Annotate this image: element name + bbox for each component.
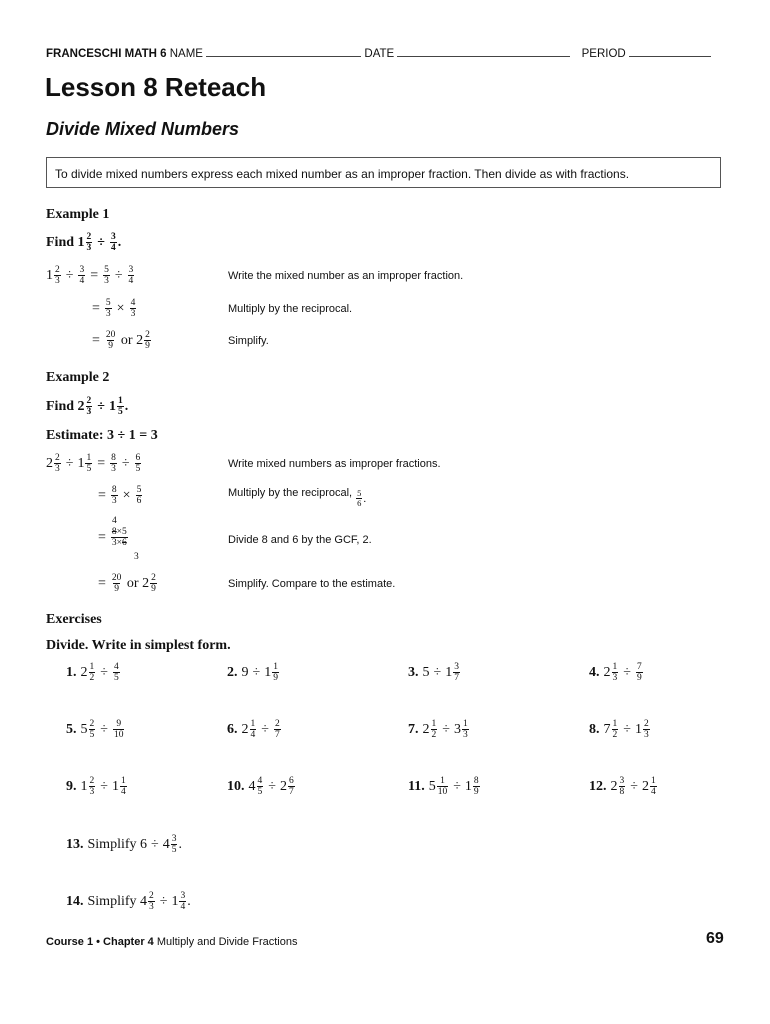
- exercise-9: [66, 776, 128, 797]
- exercise-5: [66, 719, 125, 740]
- divide-sign: ÷: [252, 664, 261, 680]
- example2-step4-math: = $\frac{20}{9}$ or 2 2 9: [98, 573, 156, 594]
- divide-sign: ÷: [100, 664, 108, 680]
- whole-2: 3: [453, 721, 461, 737]
- exercise-1: [66, 662, 121, 683]
- whole-2: 1: [445, 664, 453, 680]
- whole-1: 5: [428, 778, 436, 794]
- footer-course: Course 1 • Chapter 4: [46, 936, 154, 948]
- intro-text: To divide mixed numbers express each mixed number as an improper fraction. Then divide as with fractions.: [55, 167, 630, 181]
- divide-sign: ÷: [261, 721, 269, 737]
- page-number: 69: [706, 930, 724, 947]
- exercise-number: 13.: [66, 836, 84, 852]
- exercise-number: 3.: [408, 664, 419, 680]
- fraction: $\frac{1}{2}$: [89, 662, 95, 683]
- exercise-12: [589, 776, 658, 797]
- exercise-8: [589, 719, 651, 740]
- fraction: 2 3: [643, 719, 649, 740]
- divide-sign: ÷: [623, 721, 631, 737]
- exercise-2: [227, 662, 280, 683]
- exercise-number: 12.: [589, 778, 607, 794]
- name-field[interactable]: [206, 46, 361, 57]
- exercise-number: 11.: [408, 778, 425, 794]
- example2-problem: Find 2 $\frac{2}{3}$ ÷ 1 $\frac{1}{5}$ .: [46, 396, 129, 417]
- whole-2: 2: [641, 778, 649, 794]
- fraction: $\frac{4}{5}$: [257, 776, 263, 797]
- find-label: Find: [46, 398, 75, 414]
- exercise-13: 13. Simplify 6 ÷ 4 $\frac{3}{5}$ .: [66, 834, 182, 855]
- fraction: $\frac{1}{10}$: [437, 776, 448, 797]
- fraction: 8 9: [473, 776, 479, 797]
- whole-1: 5: [80, 721, 88, 737]
- example2-step3-note: Divide 8 and 6 by the GCF, 2.: [228, 534, 372, 546]
- exercises-heading: Exercises: [46, 612, 102, 627]
- whole-1: 9: [241, 664, 249, 680]
- exercise-text: Simplify: [87, 836, 137, 852]
- page-title: Lesson 8 Reteach: [45, 72, 267, 102]
- exercise-number: 10.: [227, 778, 245, 794]
- period-field[interactable]: [629, 46, 711, 57]
- example1-step2-math: = $\frac{5}{3}$ × $\frac{4}{3}$: [92, 298, 136, 319]
- whole-2: 1: [464, 778, 472, 794]
- whole-1: 7: [603, 721, 611, 737]
- footer-chapter-title: Multiply and Divide Fractions: [156, 936, 298, 948]
- fraction: $\frac{3}{8}$: [619, 776, 625, 797]
- example1-problem: Find 1 $\frac{2}{3}$ ÷ $\frac{3}{4}$ .: [46, 232, 122, 253]
- fraction: 6 7: [288, 776, 294, 797]
- fraction: 7 9: [636, 662, 642, 683]
- whole-2: 2: [279, 778, 287, 794]
- fraction: $\frac{1}{2}$: [431, 719, 437, 740]
- whole-1: 2: [241, 721, 249, 737]
- exercise-11: [408, 776, 481, 797]
- fraction: $\frac{1}{3}$: [612, 662, 618, 683]
- example1-heading: Example 1: [46, 207, 110, 222]
- exercise-6: [227, 719, 282, 740]
- exercise-number: 5.: [66, 721, 77, 737]
- exercise-number: 7.: [408, 721, 419, 737]
- step2-text: Multiply by the reciprocal,: [228, 487, 353, 499]
- example1-step1-math: 1 $\frac{2}{3}$ ÷ $\frac{3}{4}$ = $\frac{5}{3}$ ÷ $\frac{3}{4}$: [46, 265, 134, 286]
- exercise-number: 4.: [589, 664, 600, 680]
- exercise-number: 6.: [227, 721, 238, 737]
- whole-1: 1: [80, 778, 88, 794]
- exercise-text: Simplify: [87, 893, 137, 909]
- exercise-number: 2.: [227, 664, 238, 680]
- page-subtitle: Divide Mixed Numbers: [46, 119, 240, 139]
- fraction: 1 4: [120, 776, 126, 797]
- divide-sign: ÷: [630, 778, 638, 794]
- exercise-number: 8.: [589, 721, 600, 737]
- example2-step2-math: = $\frac{8}{3}$ × $\frac{5}{6}$: [98, 485, 142, 506]
- fraction: 1 9: [273, 662, 278, 683]
- period-label: PERIOD: [581, 48, 626, 60]
- exercise-7: [408, 719, 470, 740]
- exercise-14: 14. Simplify 4 $\frac{2}{3}$ ÷ 1 $\frac{3}{4}$ .: [66, 891, 191, 912]
- divide-sign: ÷: [623, 664, 631, 680]
- find-label: Find: [46, 234, 75, 250]
- whole-1: 2: [80, 664, 88, 680]
- divide-sign: ÷: [100, 778, 108, 794]
- date-label: DATE: [364, 48, 395, 60]
- example2-step2-note: Multiply by the reciprocal, 5 6 .: [228, 487, 367, 508]
- fraction: $\frac{1}{4}$: [250, 719, 256, 740]
- example2-step1-math: 2 $\frac{2}{3}$ ÷ 1 $\frac{1}{5}$ = $\frac{8}{3}$ ÷ $\frac{6}{5}$: [46, 453, 141, 474]
- divide-sign: ÷: [100, 721, 108, 737]
- exercise-number: 14.: [66, 893, 84, 909]
- whole-2: 1: [264, 664, 272, 680]
- fraction: 3 7: [454, 662, 459, 683]
- example2-step3-math: = $\frac{8\times 5}{3\times 6}$: [98, 527, 127, 548]
- fraction: 4 5: [113, 662, 119, 683]
- whole-1: 4: [248, 778, 256, 794]
- exercise-4: [589, 662, 644, 683]
- cancel-result-bottom: 3: [134, 552, 139, 562]
- worksheet-header: [46, 46, 711, 60]
- fraction: $\frac{1}{2}$: [612, 719, 618, 740]
- whole-2: 1: [111, 778, 119, 794]
- example2-estimate: Estimate: 3 ÷ 1 = 3: [46, 428, 158, 443]
- whole-1: 2: [610, 778, 618, 794]
- exercises-instruction: Divide. Write in simplest form.: [46, 638, 231, 653]
- whole-2: 1: [634, 721, 642, 737]
- divide-sign: ÷: [268, 778, 276, 794]
- divide-sign: ÷: [442, 721, 450, 737]
- whole-1: 5: [422, 664, 430, 680]
- whole-1: 2: [603, 664, 611, 680]
- divide-sign: ÷: [453, 778, 461, 794]
- example1-step1-note: Write the mixed number as an improper fraction.: [228, 270, 464, 282]
- fraction: 1 4: [650, 776, 656, 797]
- example1-step2-note: Multiply by the reciprocal.: [228, 303, 353, 315]
- example1-step3-note: Simplify.: [228, 335, 269, 347]
- fraction: $\frac{2}{3}$: [89, 776, 95, 797]
- whole-1: 2: [422, 721, 430, 737]
- example1-step3-math: = $\frac{20}{9}$ or 2 2 9: [92, 330, 150, 351]
- intro-box: [46, 157, 721, 188]
- example2-step4-note: Simplify. Compare to the estimate.: [228, 578, 396, 590]
- name-label: NAME: [169, 48, 203, 60]
- footer: [46, 936, 297, 948]
- exercise-3: [408, 662, 461, 683]
- fraction: $\frac{2}{5}$: [89, 719, 95, 740]
- exercise-10: [227, 776, 296, 797]
- fraction: 9 10: [113, 719, 124, 740]
- exercise-number: 9.: [66, 778, 77, 794]
- cancel-result-top: 4: [112, 516, 117, 526]
- example2-heading: Example 2: [46, 370, 110, 385]
- divide-sign: ÷: [433, 664, 442, 680]
- course-name: FRANCESCHI MATH 6: [46, 48, 167, 60]
- date-field[interactable]: [397, 46, 570, 57]
- example2-step1-note: Write mixed numbers as improper fractions.: [228, 458, 441, 470]
- fraction: 2 7: [274, 719, 280, 740]
- fraction: 1 3: [462, 719, 468, 740]
- exercise-number: 1.: [66, 664, 77, 680]
